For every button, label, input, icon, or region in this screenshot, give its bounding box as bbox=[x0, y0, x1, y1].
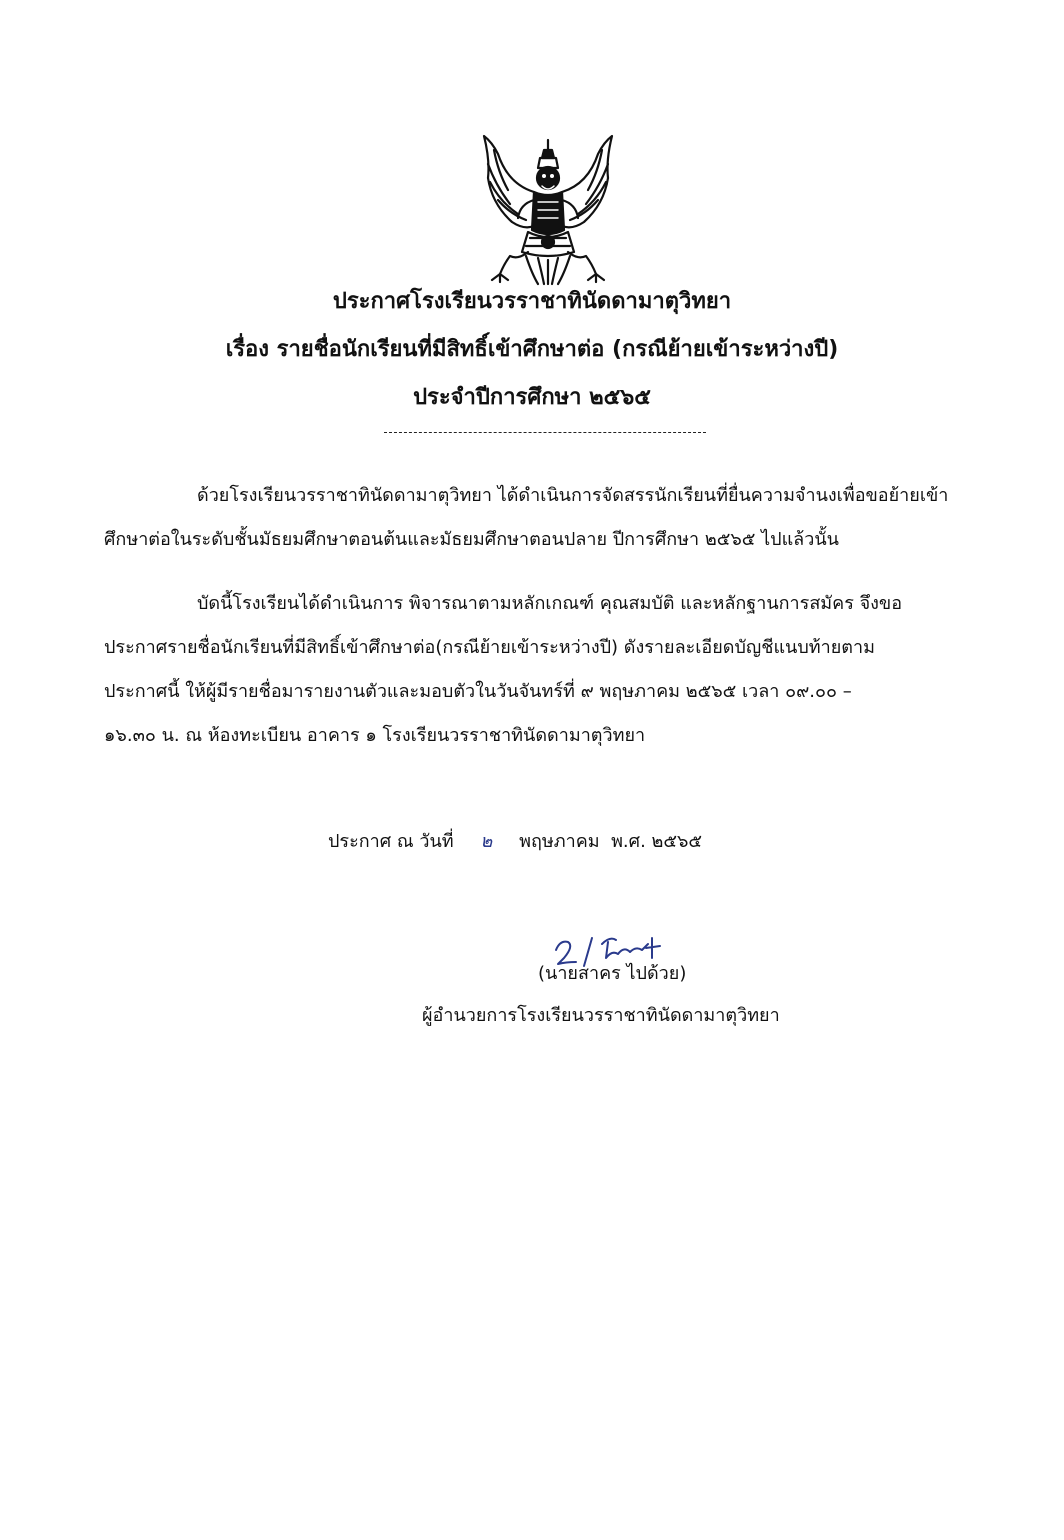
signer-name: (นายสาคร ไปด้วย) bbox=[538, 963, 687, 984]
date-prefix: ประกาศ ณ วันที่ bbox=[328, 831, 454, 852]
paragraph-2-line-3: ประกาศนี้ ให้ผู้มีรายชื่อมารายงานตัวและมอบตัวในวันจันทร์ที่ ๙ พฤษภาคม ๒๕๖๕ เวลา ๐๙.๐๐ – bbox=[104, 681, 852, 702]
date-year: พ.ศ. ๒๕๖๕ bbox=[611, 831, 703, 852]
announcement-date bbox=[328, 830, 702, 854]
date-month: พฤษภาคม bbox=[519, 831, 600, 852]
paragraph-2-line-2: ประกาศรายชื่อนักเรียนที่มีสิทธิ์เข้าศึกษาต่อ(กรณีย้ายเข้าระหว่างปี) ดังรายละเอียดบัญชีแนบท้ายตาม bbox=[104, 637, 875, 658]
academic-year: ประจำปีการศึกษา ๒๕๖๕ bbox=[413, 385, 651, 410]
title-divider bbox=[384, 432, 706, 433]
announcement-title: ประกาศโรงเรียนวรราชาทินัดดามาตุวิทยา bbox=[332, 289, 732, 314]
paragraph-1-line-2: ศึกษาต่อในระดับชั้นมัธยมศึกษาตอนต้นและมัธยมศึกษาตอนปลาย ปีการศึกษา ๒๕๖๕ ไปแล้วนั้น bbox=[104, 529, 839, 550]
announcement-subject: เรื่อง รายชื่อนักเรียนที่มีสิทธิ์เข้าศึกษาต่อ (กรณีย้ายเข้าระหว่างปี) bbox=[225, 337, 839, 362]
signer-title: ผู้อำนวยการโรงเรียนวรราชาทินัดดามาตุวิทยา bbox=[422, 1005, 780, 1026]
paragraph-2-line-1: บัดนี้โรงเรียนได้ดำเนินการ พิจารณาตามหลักเกณฑ์ คุณสมบัติ และหลักฐานการสมัคร จึงขอ bbox=[197, 593, 903, 614]
date-day-handwritten: ๒ bbox=[480, 831, 493, 852]
paragraph-2-line-4: ๑๖.๓๐ น. ณ ห้องทะเบียน อาคาร ๑ โรงเรียนวรราชาทินัดดามาตุวิทยา bbox=[104, 725, 646, 746]
paragraph-1-line-1: ด้วยโรงเรียนวรราชาทินัดดามาตุวิทยา ได้ดำเนินการจัดสรรนักเรียนที่ยื่นความจำนงเพื่อขอย้ายเข้า bbox=[197, 485, 949, 506]
garuda-emblem-icon bbox=[478, 134, 618, 286]
